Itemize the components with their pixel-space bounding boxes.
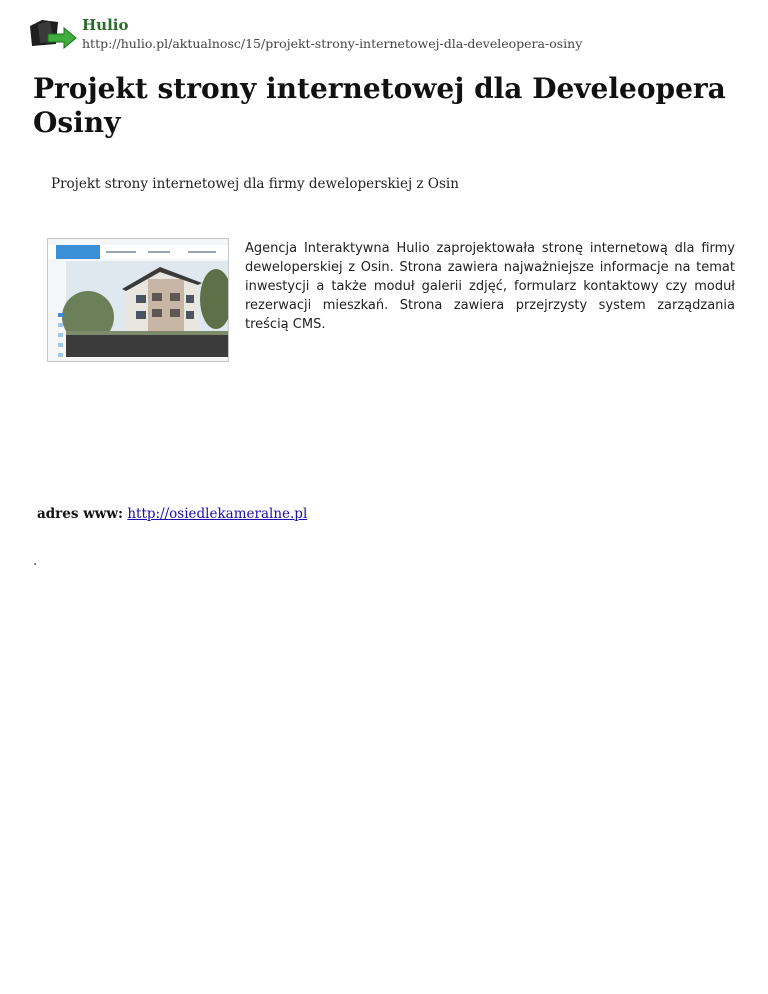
address-link[interactable]: http://osiedlekameralne.pl xyxy=(127,506,308,522)
site-header xyxy=(28,14,748,54)
hulio-logo-arrow-icon[interactable] xyxy=(28,18,78,50)
page-title: Projekt strony internetowej dla Develeopera Osiny xyxy=(33,72,726,139)
address-label: adres www: xyxy=(37,506,124,522)
website-address xyxy=(37,506,307,522)
website-preview-image xyxy=(47,238,229,362)
article-subtitle: Projekt strony internetowej dla firmy deweloperskiej z Osin xyxy=(51,176,459,192)
site-name[interactable]: Hulio xyxy=(82,16,129,34)
article-body: Agencja Interaktywna Hulio zaprojektowała stronę internetową dla firmy deweloperskiej z Osin. Strona zawiera najważniejsze informacje na temat inwestycji a także moduł galerii zdjęć, formularz kontaktowy czy moduł rezerwacji mieszkań. Strona zawiera przejrzysty system zarządzania treścią CMS. xyxy=(245,241,735,332)
trailing-dot: . xyxy=(33,554,38,569)
page-url: http://hulio.pl/aktualnosc/15/projekt-strony-internetowej-dla-develeopera-osiny xyxy=(82,36,583,51)
